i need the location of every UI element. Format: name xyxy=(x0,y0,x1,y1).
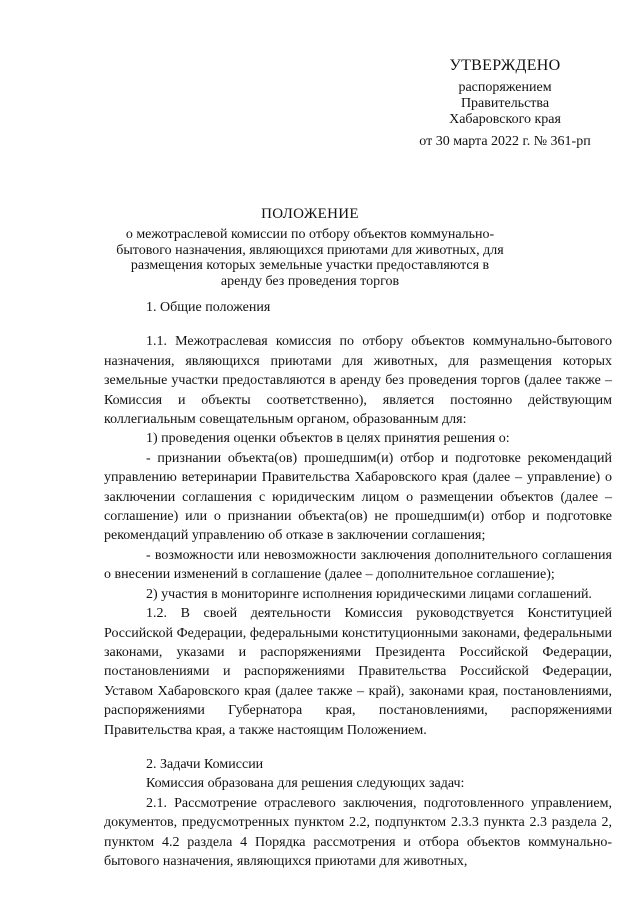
document-subtitle: о межотраслевой комиссии по отбору объектов коммунально-бытового назначения, являющихся приютами для животных, для размещения которых земельные участки предоставляются в аренду без проведения торгов xyxy=(116,227,504,289)
paragraph: 2) участия в мониторинге исполнения юридическими лицами соглашений. xyxy=(146,586,592,602)
paragraph: 1.1. Межотраслевая комиссия по отбору объектов коммунально-бытового назначения, являющихся приютами для животных, для размещения которых земельные участки предоставляются в аренду без проведения торгов (далее также – Комиссия и объекты соответственно), является постоянно действующим коллегиальным совещательным органом, образованным для: xyxy=(104,334,612,428)
paragraph: 2.1. Рассмотрение отраслевого заключения, подготовленного управлением, документов, предусмотренных пунктом 2.2, подпунктом 2.3.3 пункта 2.3 раздела 2, пунктом 4.2 раздела 4 Порядка рассмотрения и отбора объектов коммунально-бытового назначения, являющихся приютами для животных, xyxy=(104,795,612,869)
approval-line-2: Правительства xyxy=(460,96,550,111)
document-title-block xyxy=(110,205,510,289)
approval-line-1: распоряжением xyxy=(458,80,552,95)
paragraph: - возможности или невозможности заключения дополнительного соглашения о внесении изменений в соглашение (далее – дополнительное соглашение); xyxy=(104,547,612,583)
approval-line-3: Хабаровского края xyxy=(449,112,561,127)
document-title: ПОЛОЖЕНИЕ xyxy=(261,206,359,222)
paragraph: Комиссия образована для решения следующих задач: xyxy=(146,776,465,792)
approval-date: от 30 марта 2022 г. № 361-рп xyxy=(419,134,591,149)
approval-heading: УТВЕРЖДЕНО xyxy=(449,57,561,74)
section-heading: 2. Задачи Комиссии xyxy=(146,756,264,772)
paragraph: 1.2. В своей деятельности Комиссия руководствуется Конституцией Российской Федерации, федеральными конституционными законами, федеральными законами, указами и распоряжениями Президента Российской Федерации, постановлениями и распоряжениями Правительства Российской Федерации, Уставом Хабаровского края (далее также – край), законами края, постановлениями, распоряжениями Губернатора края, постановлениями, распоряжениями Правительства края, а также настоящим Положением. xyxy=(104,606,612,738)
paragraph: - признании объекта(ов) прошедшим(и) отбор и подготовке рекомендаций управлению ветеринарии Правительства Хабаровского края (далее – управление) о заключении соглашения с юридическим лицом о размещении объектов (далее – соглашение) или о признании объекта(ов) не прошедшим(и) отбор и подготовке рекомендаций управлению об отказе в заключении соглашения; xyxy=(104,450,612,544)
approval-stamp xyxy=(400,56,610,150)
section-heading: 1. Общие положения xyxy=(146,300,271,315)
paragraph: 1) проведения оценки объектов в целях принятия решения о: xyxy=(146,431,510,447)
document-body xyxy=(104,298,612,871)
